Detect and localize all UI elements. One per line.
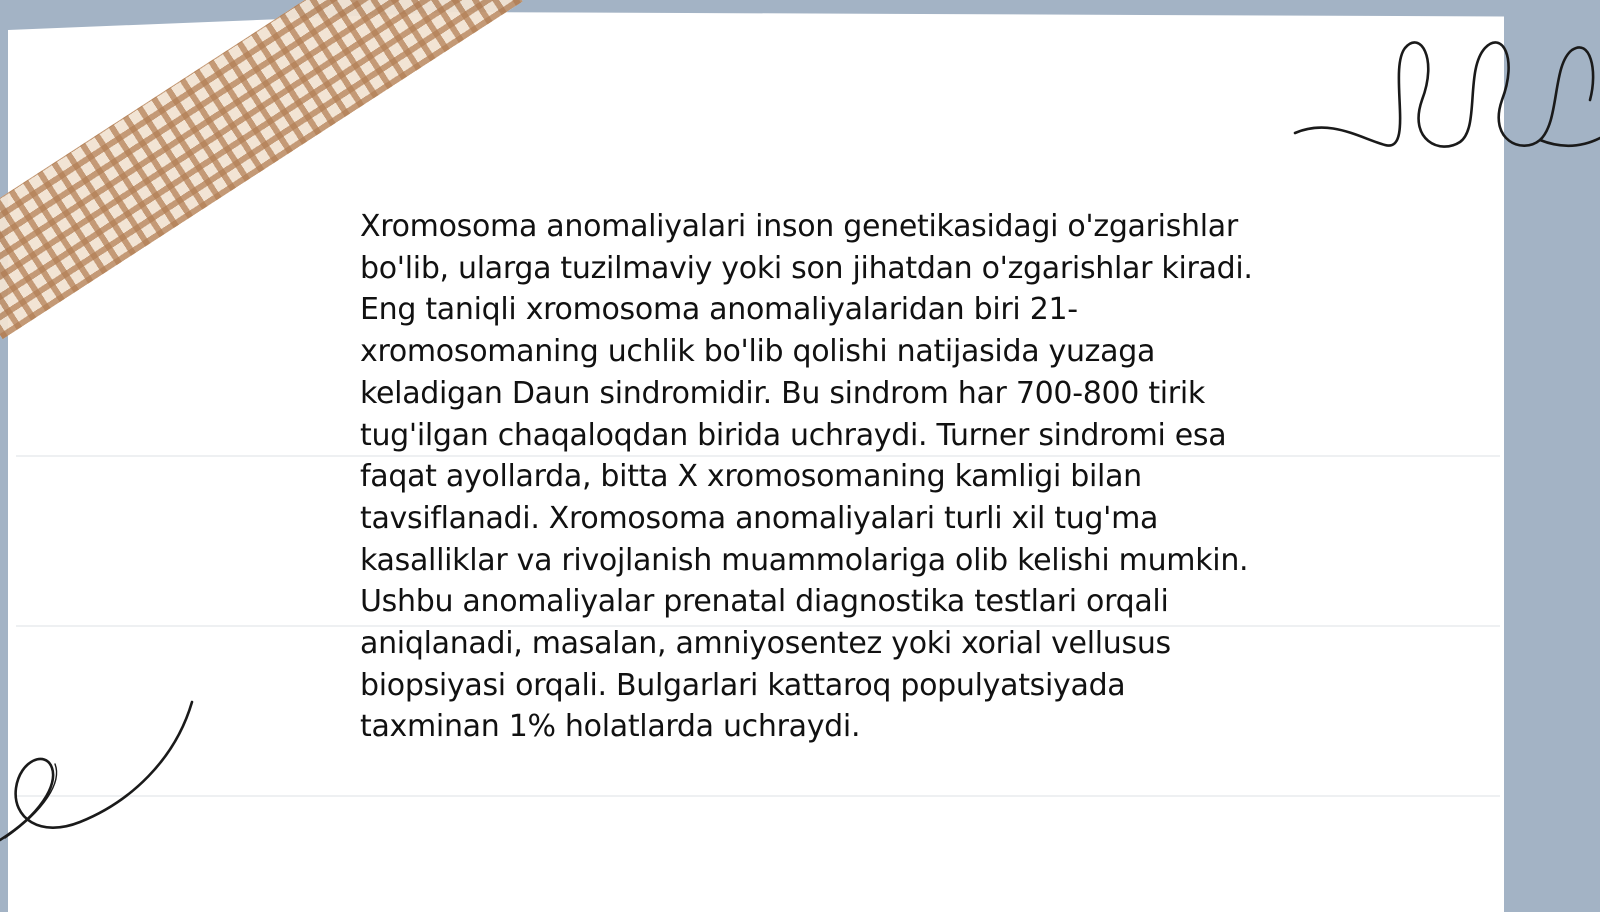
loop-squiggle-icon [0,690,200,850]
paper-rule-line [16,795,1500,797]
loop-squiggle-icon [1290,30,1600,170]
body-paragraph: Xromosoma anomaliyalari inson genetikasidagi o'zgarishlar bo'lib, ularga tuzilmaviy yoki son jihatdan o'zgarishlar kiradi. Eng taniqli xromosoma anomaliyalaridan biri 21-xromosomaning uchlik bo'lib qolishi natijasida yuzaga keladigan Daun sindromidir. Bu sindrom har 700-800 tirik tug'ilgan chaqaloqdan birida uchraydi. Turner sindromi esa faqat ayollarda, bitta X xromosomaning kamligi bilan tavsiflanadi. Xromosoma anomaliyalari turli xil tug'ma kasalliklar va rivojlanish muammolariga olib kelishi mumkin. Ushbu anomaliyalar prenatal diagnostika testlari orqali aniqlanadi, masalan, amniyosentez yoki xorial vellusus biopsiyasi orqali. Bulgarlari kattaroq populyatsiyada taxminan 1% holatlarda uchraydi. [360,209,1253,745]
